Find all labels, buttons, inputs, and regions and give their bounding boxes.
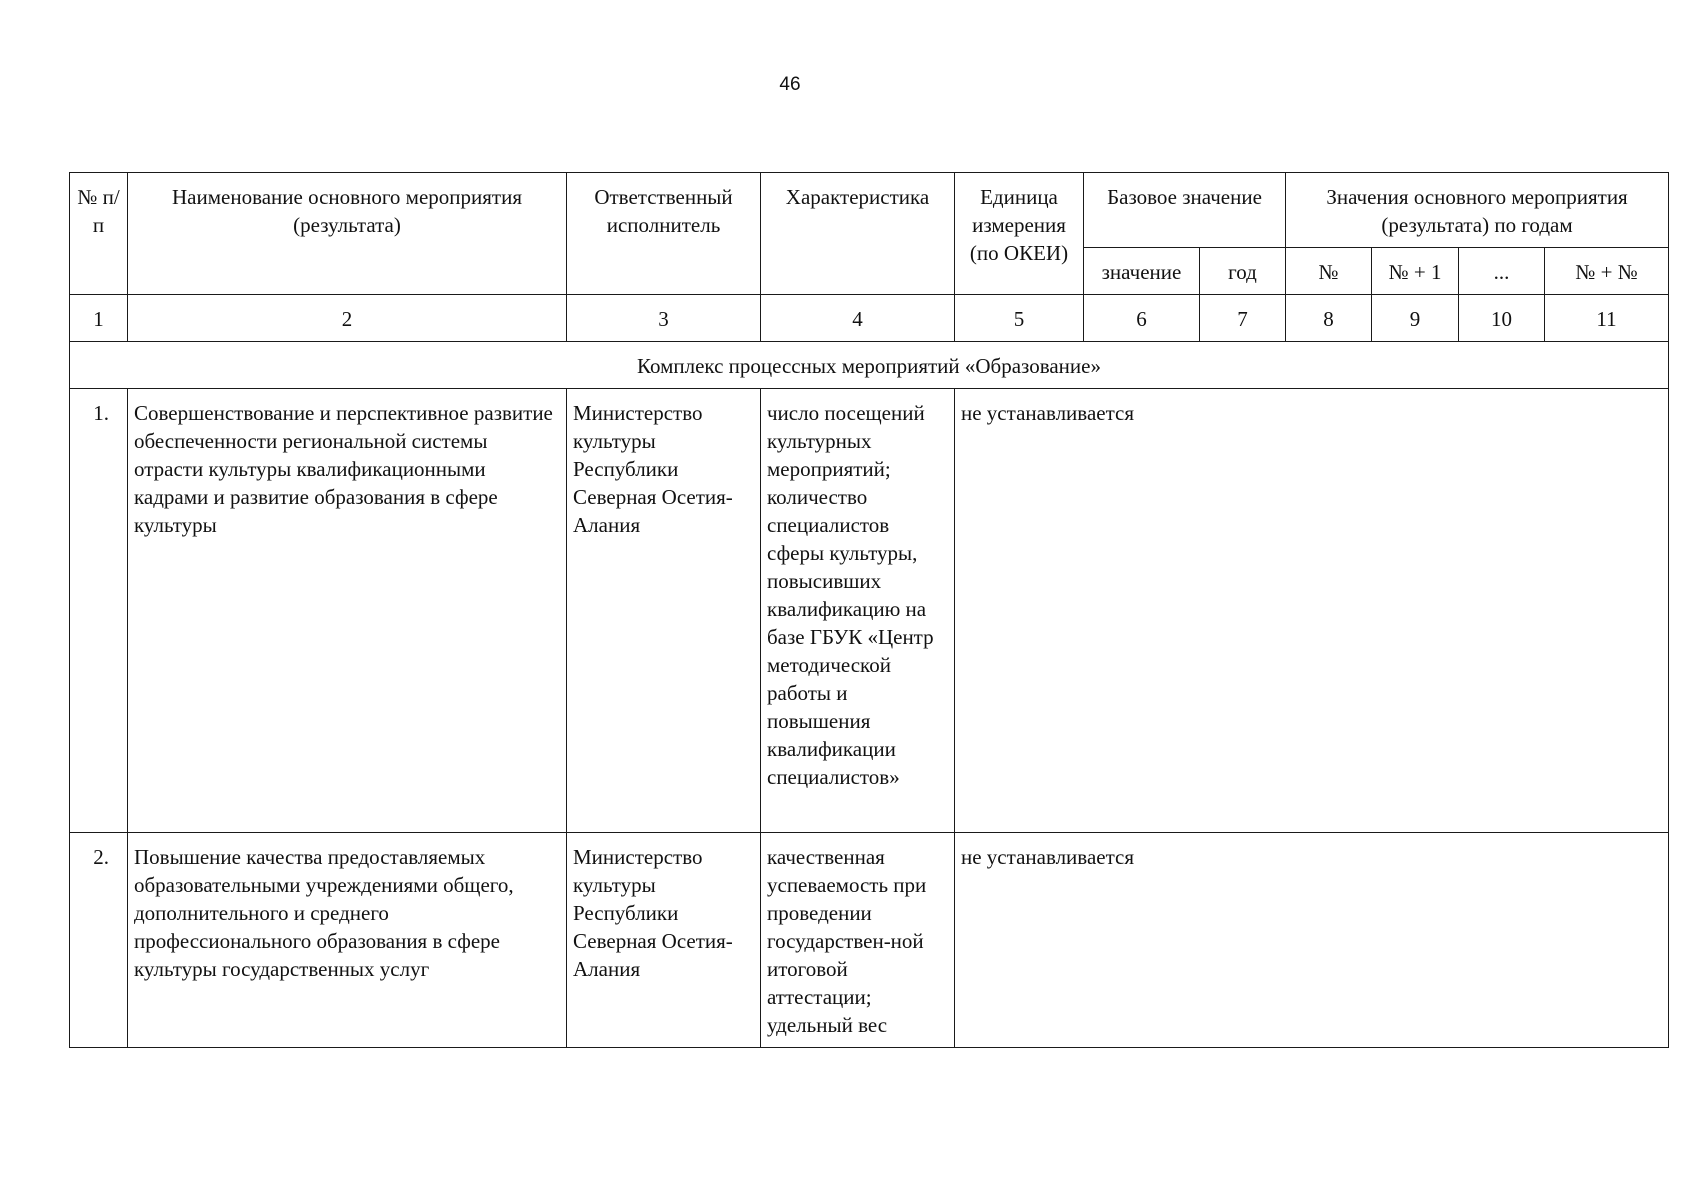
column-number: 2 [128,295,567,342]
column-number: 6 [1084,295,1200,342]
row-index: 2. [70,833,128,1048]
row-value: не устанавливается [955,389,1669,833]
measures-table [69,172,1669,1048]
header-executor: Ответственный исполнитель [567,173,761,295]
column-number: 11 [1545,295,1669,342]
header-sub-value: значение [1084,248,1200,295]
row-index: 1. [70,389,128,833]
table-row [70,389,1669,833]
header-name: Наименование основного мероприятия (результата) [128,173,567,295]
column-number: 3 [567,295,761,342]
section-row [70,342,1669,389]
column-number-row [70,295,1669,342]
header-base-value: Базовое значение [1084,173,1286,248]
header-sub-n: № [1286,248,1372,295]
row-executor: Министерство культуры Республики Северная Осетия-Алания [567,389,761,833]
column-number: 4 [761,295,955,342]
column-number: 10 [1459,295,1545,342]
page-number: 46 [779,74,801,95]
row-value: не устанавливается [955,833,1669,1048]
table-row [70,833,1669,1048]
header-unit: Единица измерения (по ОКЕИ) [955,173,1084,295]
header-characteristic: Характеристика [761,173,955,295]
header-sub-nn: № + № [1545,248,1669,295]
header-row [70,173,1669,248]
column-number: 1 [70,295,128,342]
row-executor: Министерство культуры Республики Северная Осетия-Алания [567,833,761,1048]
row-characteristic: качественная успеваемость при проведении государствен-ной итоговой аттестации; удельный вес [761,833,955,1048]
column-number: 7 [1200,295,1286,342]
header-sub-year: год [1200,248,1286,295]
header-sub-n1: № + 1 [1372,248,1459,295]
header-no: № п/п [70,173,128,295]
row-name: Совершенствование и перспективное развитие обеспеченности региональной системы отрасти культуры квалификационными кадрами и развитие образования в сфере культуры [128,389,567,833]
section-title: Комплекс процессных мероприятий «Образование» [70,342,1669,389]
row-characteristic: число посещений культурных мероприятий; количество специалистов сферы культуры, повысивших квалификацию на базе ГБУК «Центр методической работы и повышения квалификации специалистов» [761,389,955,833]
header-values-by-year: Значения основного мероприятия (результата) по годам [1286,173,1669,248]
header-sub-dots: ... [1459,248,1545,295]
column-number: 5 [955,295,1084,342]
column-number: 8 [1286,295,1372,342]
row-name: Повышение качества предоставляемых образовательными учреждениями общего, дополнительного и среднего профессионального образования в сфере культуры государственных услуг [128,833,567,1048]
column-number: 9 [1372,295,1459,342]
